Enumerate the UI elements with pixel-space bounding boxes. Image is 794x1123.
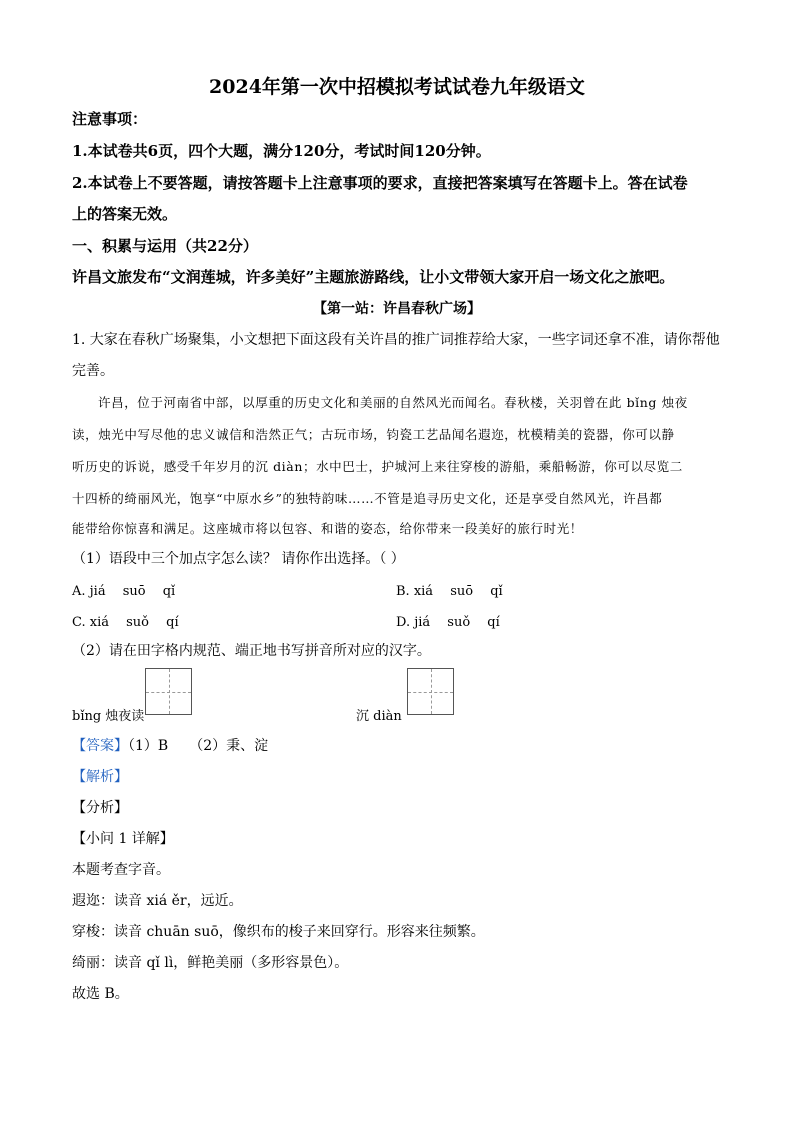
blank-2-label: 沉 diàn [356, 709, 402, 724]
detail-heading: 【小问 1 详解】 [72, 831, 174, 847]
option-a: A. jiá suō qǐ [72, 584, 176, 599]
blank-1-label: bǐng 烛夜读 [72, 709, 145, 724]
answer-tag: 【答案】 [72, 738, 128, 754]
sub-question-2: （2）请在田字格内规范、端正地书写拼音所对应的汉字。 [72, 643, 431, 659]
notice-item-2-line-2: 上的答案无效。 [72, 205, 178, 223]
passage-line-1: 许昌，位于河南省中部，以厚重的历史文化和美丽的自然风光而闻名。春秋楼，关羽曾在此 bǐng 烛夜 [98, 395, 688, 410]
analysis-tag: 【解析】 [72, 769, 128, 785]
page-title: 2024年第一次中招模拟考试试卷九年级语文 [209, 76, 585, 98]
option-b: B. xiá suō qǐ [396, 584, 503, 599]
passage-line-5: 能带给你惊喜和满足。这座城市将以包容、和谐的姿态，给你带来一段美好的旅行时光！ [72, 521, 583, 536]
question-1-stem-line-1: 1. 大家在春秋广场聚集，小文想把下面这段有关许昌的推广词推荐给大家，一些字词还拿不准，请你帮他 [72, 332, 720, 348]
passage-line-4: 十四桥的绮丽风光，饱享“中原水乡”的独特韵味……不管是追寻历史文化，还是享受自然风光，许昌都 [72, 491, 663, 506]
fenxi-tag: 【分析】 [72, 800, 128, 816]
tianzige-grid-2 [407, 668, 454, 715]
notice-item-1: 1.本试卷共6页，四个大题，满分120分，考试时间120分钟。 [72, 142, 491, 160]
detail-line-2: 遐迩：读音 xiá ěr，远近。 [72, 893, 243, 909]
section-1-heading: 一、积累与运用（共22分） [72, 237, 258, 255]
notice-heading: 注意事项： [72, 110, 148, 128]
detail-line-3: 穿梭：读音 chuān suō，像织布的梭子来回穿行。形容来往频繁。 [72, 924, 485, 940]
notice-item-2-line-1: 2.本试卷上不要答题，请按答题卡上注意事项的要求，直接把答案填写在答题卡上。答在试卷 [72, 174, 688, 192]
passage-line-3: 听历史的诉说，感受千年岁月的沉 diàn；水中巴士，护城河上来往穿梭的游船，乘船畅游，你可以尽览二 [72, 459, 683, 474]
option-c: C. xiá suǒ qí [72, 615, 179, 630]
station-heading: 【第一站：许昌春秋广场】 [313, 301, 481, 317]
detail-line-1: 本题考查字音。 [72, 862, 170, 878]
detail-line-4: 绮丽：读音 qǐ lì，鲜艳美丽（多形容景色）。 [72, 955, 349, 971]
sub-question-1: （1）语段中三个加点字怎么读？ 请你作出选择。（ ） [72, 551, 405, 567]
detail-line-5: 故选 B。 [72, 986, 129, 1002]
passage-line-2: 读，烛光中写尽他的忠义诚信和浩然正气；古玩市场，钧瓷工艺品闻名遐迩，枕模精美的瓷器，你可以静 [72, 427, 675, 442]
option-d: D. jiá suǒ qí [396, 615, 500, 630]
answer-line [72, 735, 268, 755]
answer-text: （1）B （2）秉、淀 [128, 738, 269, 754]
tianzige-grid-1 [145, 668, 192, 715]
question-1-stem-line-2: 完善。 [72, 363, 114, 379]
section-1-intro: 许昌文旅发布“文润莲城，许多美好”主题旅游路线，让小文带领大家开启一场文化之旅吧。 [72, 268, 675, 286]
